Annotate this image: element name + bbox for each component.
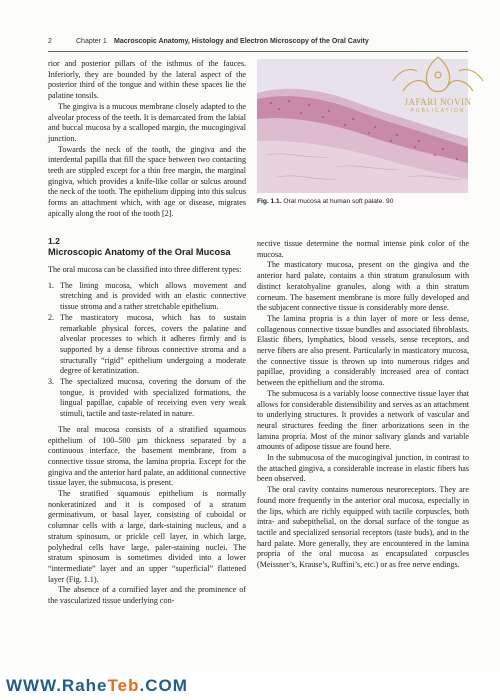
chapter-label: Chapter 1 <box>76 38 107 45</box>
list-item: 1. The lining mucosa, which allows movement and stretching and is provided with an elastic connective tissue stroma and a rather stretchable epithelium. <box>48 280 246 312</box>
list-item: 3. The specialized mucosa, covering the dorsum of the tongue, is provided with specialized formations, the lingual papillae, capable of receiving even very weak stimuli, tactile and taste-related in nature. <box>48 377 246 419</box>
paragraph: The oral mucosa consists of a stratified squamous epithelium of 100–500 µm thickness separated by a continuous interface, the basement membrane, from a connective tissue stroma, the lamina propria. Except for the gingiva and the anterior hard palate, an additional connective tissue layer, the submucosa, is present. <box>48 424 246 488</box>
paragraph: The lamina propria is a thin layer of more or less dense, collagenous connective tissue bundles and associated fibroblasts. Elastic fibers, lymphatics, blood vessels, sense receptors, and nerve fibers are also present. Particularly in masticatory mucosa, the connective tissue is thrown up into numerous ridges and papillae, providing a considerably increased area of contact between the epithelium and the stroma. <box>257 313 469 388</box>
paragraph: Towards the neck of the tooth, the gingiva and the interdental papilla that fill the space between two contacting teeth are stippled except for a thin free margin, the marginal gingiva, which provides a knife-like collar or sulcus around the neck of the tooth. The epithelium dipping into this sulcus forms an attachment which, with age or disease, migrates apically along the root of the tooth [2]. <box>48 144 246 218</box>
left-column-bottom <box>48 265 246 607</box>
caption-text: Oral mucosa at human soft palate. 90 <box>283 198 394 205</box>
publisher-name: JAFARI NOVIN <box>404 97 472 107</box>
paragraph: nective tissue determine the normal intense pink color of the mucosa. <box>257 239 469 259</box>
caption-label: Fig. 1.1. <box>257 198 282 205</box>
chapter-title: Macroscopic Anatomy, Histology and Electron Microscopy of the Oral Cavity <box>114 38 369 45</box>
right-column <box>257 239 469 571</box>
section-number: 1.2 <box>48 236 60 246</box>
paragraph: The gingiva is a mucous membrane closely adapted to the alveolar process of the teeth. It is demarcated from the labial and buccal mucosa by a scalloped margin, the mucogingival junction. <box>48 101 246 143</box>
section-heading <box>48 236 248 257</box>
section-title: Microscopic Anatomy of the Oral Mucosa <box>48 247 231 257</box>
paragraph: In the submucosa of the mucogingival junction, in contrast to the attached gingiva, a considerable increase in elastic fibers has been observed. <box>257 453 469 484</box>
paragraph: The oral mucosa can be classified into three different types: <box>48 265 242 274</box>
paragraph: The masticatory mucosa, present on the gingiva and the anterior hard palate, contains a thin stratum granulosum with distinct keratohyaline granules, along with a thin stratum corneum. The basement membrane is more fully developed and the subjacent connective tissue is considerably more dense. <box>257 260 469 313</box>
mucosa-types-list <box>48 281 246 420</box>
paragraph: rior and posterior pillars of the isthmus of the fauces. Inferiorly, they are bounded by the lateral aspect of the posterior third of the tongue and within these spaces lie the palatine tonsils. <box>48 59 246 101</box>
paragraph: The stratified squamous epithelium is normally nonkeratinized and it is composed of a stratum germinativum, or basal layer, consisting of cuboidal or columnar cells with a large, dark-staining nucleus, and a stratum spinosum, or prickle cell layer, in which large, polyhedral cells have large, paler-staining nuclei. The stratum spinosum is sometimes divided into a lower “intermediate” layer and an upper “superficial” flattened layer (Fig. 1.1). <box>48 489 246 584</box>
figure-caption <box>257 198 468 205</box>
page-number: 2 <box>48 38 52 45</box>
left-column-top <box>48 59 246 220</box>
paragraph: The oral cavity contains numerous neuroreceptors. They are found more frequently in the anterior oral mucosa, especially in the lips, which are richly equipped with tactile corpuscles, both intra- and subepithelial, on the dorsal surface of the tongue as tactile and specialized sensorial receptors (taste buds), and in the hard palate. More generally, they are encountered in the lamina propria of the oral mucosa as encapsulated corpuscles (Meissner’s, Krause’s, Ruffini’s, etc.) or as free nerve endings. <box>257 485 469 570</box>
running-header <box>48 38 468 52</box>
paragraph: The submucosa is a variably loose connective tissue layer that allows for considerable distensibility and serves as an attachment to underlying structures. It provides a network of vascular and neural structures feeding the finer arborizations seen in the lamina propria. Most of the minor salivary glands and variable amounts of adipose tissue are found here. <box>257 388 469 452</box>
publisher-subtitle: PUBLICATION <box>410 108 466 114</box>
publisher-logo-ornament <box>383 51 493 133</box>
list-item: 2. The masticatory mucosa, which has to sustain remarkable physical forces, covers the palatine and alveolar processes to which it adheres firmly and is supported by a dense fibrous connective stroma and a structurally “rigid” epithelium undergoing a moderate degree of keratinization. <box>48 312 246 376</box>
paragraph: The absence of a cornified layer and the prominence of the vascularized tissue underlying con- <box>48 585 246 606</box>
watermark-url: WWW.RaheTeb.COM <box>6 676 188 695</box>
